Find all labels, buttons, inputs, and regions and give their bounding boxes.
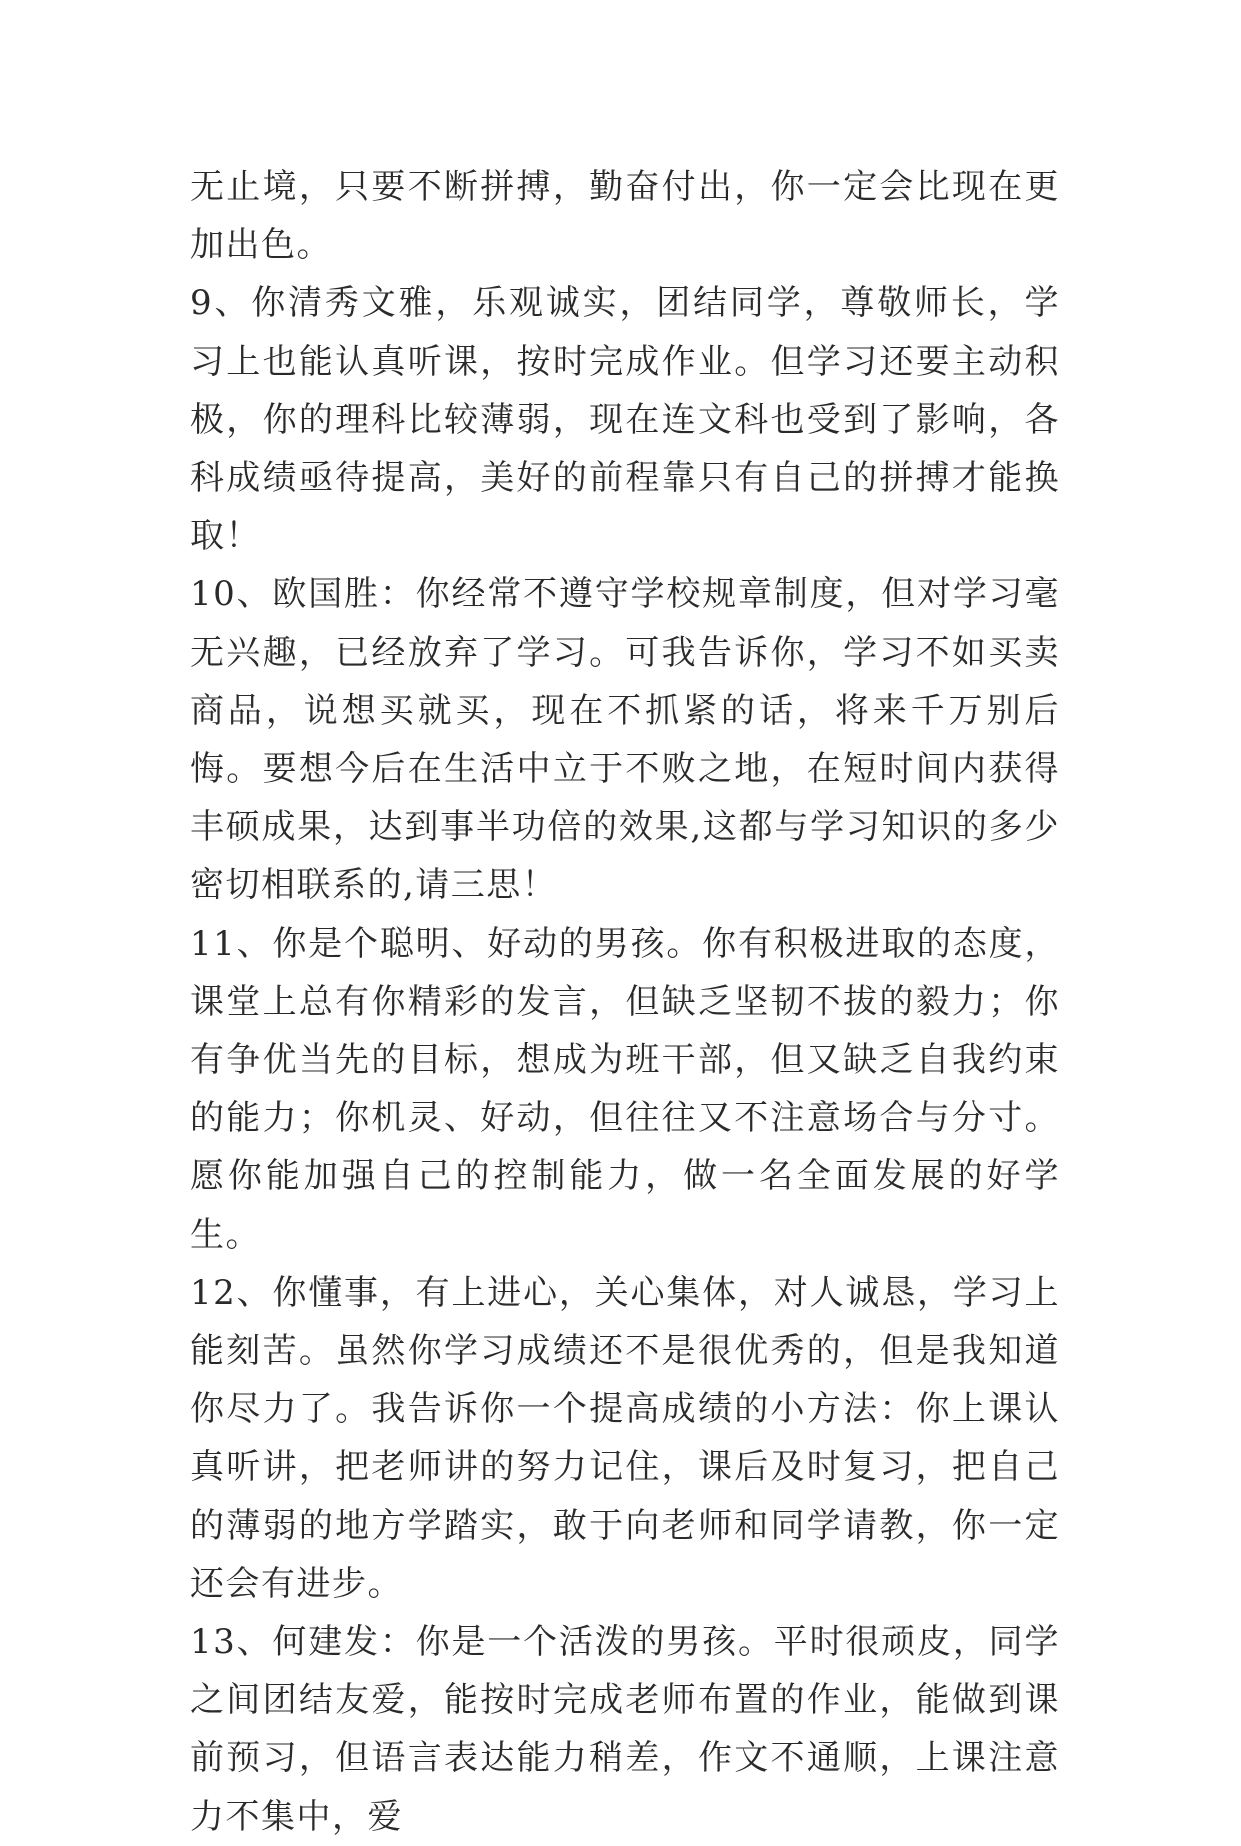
document-body [190, 158, 1060, 1846]
paragraph-comment-12: 12、你懂事，有上进心，关心集体，对人诚恳，学习上能刻苦。虽然你学习成绩还不是很优秀的，但是我知道你尽力了。我告诉你一个提高成绩的小方法：你上课认真听讲，把老师讲的努力记住，课后及时复习，把自己的薄弱的地方学踏实，敢于向老师和同学请教，你一定还会有进步。 [190, 1272, 1060, 1604]
paragraph-comment-10: 10、欧国胜：你经常不遵守学校规章制度，但对学习毫无兴趣，已经放弃了学习。可我告诉你，学习不如买卖商品，说想买就买，现在不抓紧的话，将来千万别后悔。要想今后在生活中立于不败之地，在短时间内获得丰硕成果，达到事半功倍的效果,这都与学习知识的多少密切相联系的,请三思！ [190, 574, 1060, 906]
paragraph-continuation: 无止境，只要不断拼搏，勤奋付出，你一定会比现在更加出色。 [190, 167, 1060, 266]
paragraph-comment-13: 13、何建发：你是一个活泼的男孩。平时很顽皮，同学之间团结友爱，能按时完成老师布置的作业，能做到课前预习，但语言表达能力稍差，作文不通顺，上课注意力不集中，爱 [190, 1622, 1060, 1837]
paragraph-comment-11: 11、你是个聪明、好动的男孩。你有积极进取的态度，课堂上总有你精彩的发言，但缺乏坚韧不拔的毅力；你有争优当先的目标，想成为班干部，但又缺乏自我约束的能力；你机灵、好动，但往往又不注意场合与分寸。愿你能加强自己的控制能力，做一名全面发展的好学生。 [190, 923, 1060, 1255]
paragraph-comment-9: 9、你清秀文雅，乐观诚实，团结同学，尊敬师长，学习上也能认真听课，按时完成作业。但学习还要主动积极，你的理科比较薄弱，现在连文科也受到了影响，各科成绩亟待提高，美好的前程靠只有自己的拼搏才能换取！ [190, 283, 1060, 557]
